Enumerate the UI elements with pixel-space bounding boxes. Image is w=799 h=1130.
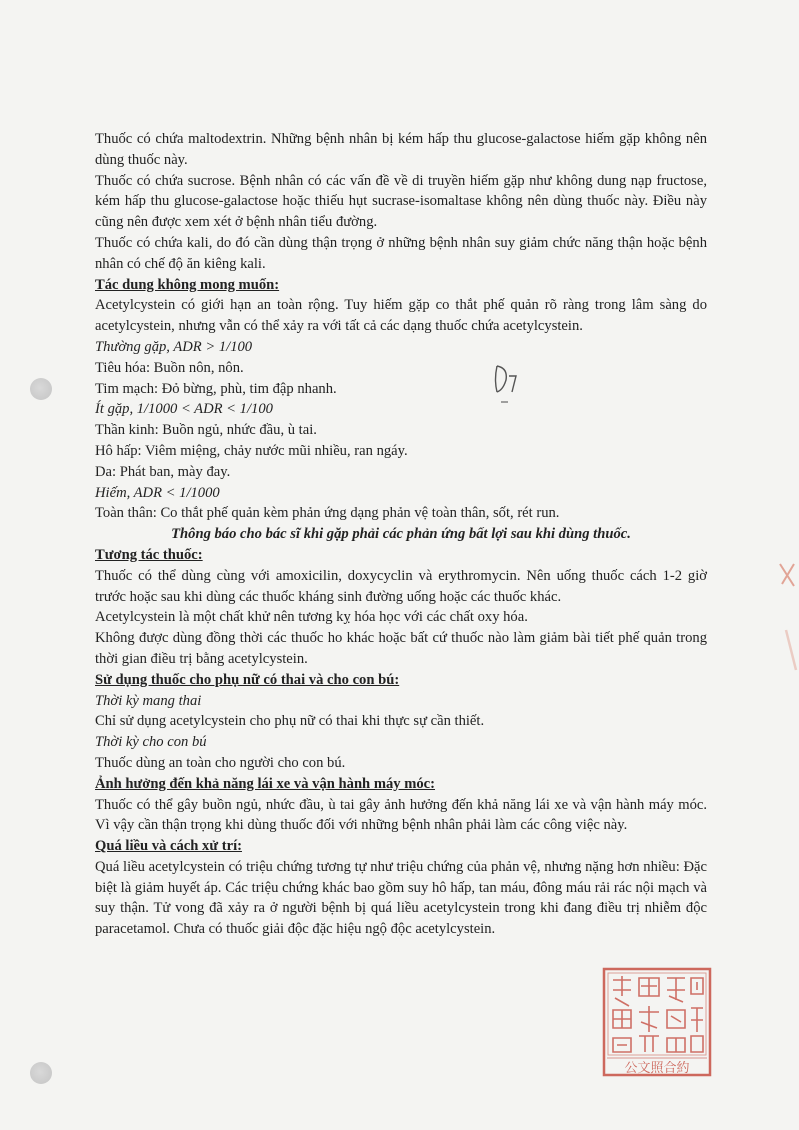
text-line: Acetylcystein là một chất khử nên tương kỵ hóa học với các chất oxy hóa.	[95, 609, 528, 626]
paragraph: Thuốc có thể dùng cùng với amoxicilin, doxycyclin và erythromycin. Nên uống thuốc cách 1-2 giờ trước hoặc sau khi dùng các thuốc kháng sinh đường uống hoặc các thuốc khác.	[95, 567, 707, 605]
section-heading-overdose: Quá liều và cách xử trí:	[95, 838, 242, 855]
text-line: Tiêu hóa: Buồn nôn, nôn.	[95, 359, 244, 376]
stamp-text: 公文照合約	[624, 1061, 690, 1076]
text-line: Thuốc dùng an toàn cho người cho con bú.	[95, 754, 346, 771]
text-line: Tim mạch: Đỏ bừng, phù, tim đập nhanh.	[95, 380, 337, 397]
frequency-label: Ít gặp, 1/1000 < ADR < 1/100	[95, 401, 273, 418]
section-heading-driving: Ảnh hưởng đến khả năng lái xe và vận hành máy móc:	[95, 775, 436, 792]
paragraph: Thuốc có thể gây buồn ngủ, nhức đầu, ù tai gây ảnh hưởng đến khả năng lái xe và vận hành máy móc. Vì vậy cần thận trọng khi dùng thuốc đối với những bệnh nhân phải làm các công việc này.	[95, 796, 707, 834]
edge-red-mark	[770, 560, 799, 680]
paragraph: Quá liều acetylcystein có triệu chứng tương tự như triệu chứng của phản vệ, nhưng nặng hơn nhiều: Đặc biệt là giảm huyết áp. Các triệu chứng khác bao gồm suy hô hấp, tan máu, đông máu rải rác nội mạch và suy thận. Tử vong đã xảy ra ở người bệnh bị quá liều acetylcystein trong khi đang điều trị nhiễm độc paracetamol. Chưa có thuốc giải độc đặc hiệu ngộ độc acetylcystein.	[95, 858, 707, 938]
text-line: Hô hấp: Viêm miệng, chảy nước mũi nhiều, ran ngáy.	[95, 442, 408, 459]
document-body	[95, 129, 707, 940]
paragraph: Thuốc có chứa kali, do đó cần dùng thận trọng ở những bệnh nhân suy giảm chức năng thận hoặc bệnh nhân có chế độ ăn kiêng kali.	[95, 234, 707, 272]
paragraph: Thuốc có chứa sucrose. Bệnh nhân có các vấn đề về di truyền hiếm gặp như không dung nạp fructose, kém hấp thu glucose-galactose hoặc thiếu hụt sucrase-isomaltase không nên dùng thuốc này. Điều này cũng nên được xem xét ở bệnh nhân tiểu đường.	[95, 172, 707, 231]
text-line: Thần kinh: Buồn ngủ, nhức đầu, ù tai.	[95, 422, 317, 439]
red-seal-stamp	[601, 966, 713, 1078]
punch-hole	[30, 378, 52, 400]
paragraph: Acetylcystein có giới hạn an toàn rộng. Tuy hiếm gặp co thắt phế quản rõ ràng trong lâm sàng do acetylcystein, nhưng vẫn có thể xảy ra với tất cả các dạng thuốc chứa acetylcystein.	[95, 297, 707, 335]
frequency-label: Hiếm, ADR < 1/1000	[95, 484, 220, 501]
punch-hole	[30, 1062, 52, 1084]
section-heading-interactions: Tương tác thuốc:	[95, 546, 203, 563]
text-line: Da: Phát ban, mày đay.	[95, 463, 231, 480]
subheading: Thời kỳ mang thai	[95, 692, 202, 709]
paragraph: Thuốc có chứa maltodextrin. Những bệnh nhân bị kém hấp thu glucose-galactose hiếm gặp không nên dùng thuốc này.	[95, 131, 707, 168]
section-heading-adverse-effects: Tác dung không mong muốn:	[95, 276, 280, 293]
adverse-reaction-notice: Thông báo cho bác sĩ khi gặp phải các phản ứng bất lợi sau khi dùng thuốc.	[171, 526, 631, 543]
text-line: Toàn thân: Co thắt phế quản kèm phản ứng dạng phản vệ toàn thân, sốt, rét run.	[95, 505, 560, 522]
frequency-label: Thường gặp, ADR > 1/100	[95, 338, 253, 355]
text-line: Chỉ sử dụng acetylcystein cho phụ nữ có thai khi thực sự cần thiết.	[95, 713, 485, 730]
subheading: Thời kỳ cho con bú	[95, 734, 207, 751]
section-heading-pregnancy: Sử dụng thuốc cho phụ nữ có thai và cho con bú:	[95, 671, 400, 688]
paragraph: Không được dùng đồng thời các thuốc ho khác hoặc bất cứ thuốc nào làm giảm bài tiết phế quản trong thời gian điều trị bằng acetylcystein.	[95, 630, 707, 667]
